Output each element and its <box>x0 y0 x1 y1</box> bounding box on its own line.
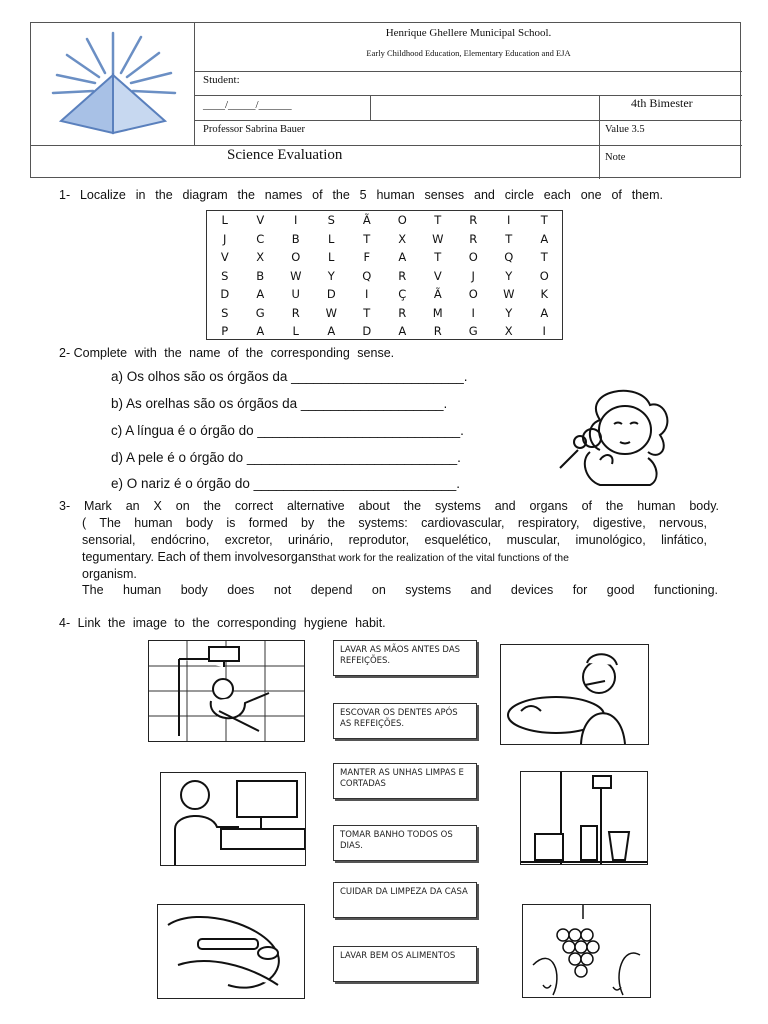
grid-letter[interactable]: T <box>363 231 371 246</box>
question-3-number: 3- <box>59 499 71 513</box>
option-1-line-3 <box>82 549 569 567</box>
grid-letter[interactable]: L <box>221 213 228 228</box>
question-1 <box>59 187 663 204</box>
grid-letter[interactable]: O <box>539 268 549 283</box>
grid-letter[interactable]: J <box>223 231 227 246</box>
grid-letter[interactable]: C <box>256 231 265 246</box>
grid-row <box>207 304 562 323</box>
grid-row <box>207 285 562 304</box>
grid-letter[interactable]: A <box>327 324 336 339</box>
grid-letter[interactable]: S <box>221 268 229 283</box>
grid-letter[interactable]: Q <box>362 268 372 283</box>
grid-letter[interactable]: G <box>468 324 478 339</box>
page-title: Science Evaluation <box>227 147 343 163</box>
grid-letter[interactable]: Y <box>505 305 513 320</box>
question-4 <box>59 615 386 632</box>
school-logo <box>31 23 195 145</box>
grid-letter[interactable]: L <box>328 231 335 246</box>
grid-letter[interactable]: T <box>540 250 548 265</box>
grid-letter[interactable]: Q <box>504 250 514 265</box>
grid-letter[interactable]: P <box>221 324 229 339</box>
grid-letter[interactable]: T <box>363 305 371 320</box>
school-name: Henrique Ghellere Municipal School. <box>385 27 552 39</box>
option-1-line-3a: tegumentary. Each of them involvesorgans <box>82 550 319 564</box>
student-label: Student: <box>203 74 240 86</box>
handwashing-picture[interactable] <box>160 772 306 866</box>
grid-letter[interactable]: W <box>325 305 337 320</box>
child-showering-icon <box>149 641 304 741</box>
grid-letter[interactable]: O <box>468 250 478 265</box>
question-2-text: Complete with the name of the corresponding sense. <box>73 346 395 360</box>
question-4-number: 4- <box>59 616 71 630</box>
grid-letter[interactable]: T <box>505 231 513 246</box>
grid-letter[interactable]: Y <box>505 268 513 283</box>
grid-letter[interactable]: T <box>434 250 442 265</box>
grid-letter[interactable]: R <box>433 324 442 339</box>
grid-letter[interactable]: I <box>294 213 298 228</box>
grid-letter[interactable]: A <box>256 324 265 339</box>
habit-wash-food[interactable]: LAVAR BEM OS ALIMENTOS <box>333 946 477 982</box>
grid-letter[interactable]: R <box>291 305 300 320</box>
grid-row <box>207 322 562 341</box>
pyramid-logo-icon <box>31 23 195 145</box>
grid-letter[interactable]: B <box>291 231 300 246</box>
habit-cut-nails[interactable]: MANTER AS UNHAS LIMPAS E CORTADAS <box>333 763 477 799</box>
grid-letter[interactable]: D <box>326 287 336 302</box>
grid-letter[interactable]: L <box>328 250 335 265</box>
sense-item-c[interactable]: c) A língua é o órgão do ___________________________. <box>111 423 464 438</box>
word-search-grid[interactable] <box>206 210 563 340</box>
habit-wash-hands[interactable]: LAVAR AS MÃOS ANTES DAS REFEIÇÕES. <box>333 640 477 676</box>
question-1-text: Localize in the diagram the names of the 5 human senses and circle each one of them. <box>79 188 663 202</box>
grid-letter[interactable]: X <box>398 231 407 246</box>
grid-letter[interactable]: F <box>363 250 371 265</box>
question-4-text: Link the image to the corresponding hygiene habit. <box>77 616 386 630</box>
grid-letter[interactable]: O <box>291 250 301 265</box>
grid-row <box>207 230 562 249</box>
grid-letter[interactable]: T <box>540 213 548 228</box>
grid-letter[interactable]: U <box>291 287 300 302</box>
nail-clipping-picture[interactable] <box>157 904 305 999</box>
grid-letter[interactable]: B <box>256 268 265 283</box>
note-label: Note <box>605 152 626 163</box>
question-3-text: Mark an X on the correct alternative about the systems and organs of the human body. <box>84 499 719 513</box>
cleaning-supplies-icon <box>521 772 647 864</box>
grid-letter[interactable]: V <box>433 268 442 283</box>
question-2 <box>59 345 459 362</box>
option-1-line-1[interactable]: ( The human body is formed by the systems: cardiovascular, respiratory, digestive, nervous, <box>82 516 707 530</box>
grid-letter[interactable]: A <box>256 287 265 302</box>
bimester-label: 4th Bimester <box>631 96 693 110</box>
habit-daily-bath[interactable]: TOMAR BANHO TODOS OS DIAS. <box>333 825 477 861</box>
option-1-line-2: sensorial, endócrino, excretor, urinário, reprodutor, esquelético, muscular, imunológico, linfático, <box>82 533 707 547</box>
school-subtitle: Early Childhood Education, Elementary Education and EJA <box>366 48 571 58</box>
grid-letter[interactable]: Ç <box>398 287 407 302</box>
grid-letter[interactable]: R <box>469 213 478 228</box>
grid-letter[interactable]: W <box>290 268 302 283</box>
question-1-number: 1- <box>59 188 71 202</box>
grid-letter[interactable]: R <box>398 268 407 283</box>
grid-letter[interactable]: O <box>397 213 407 228</box>
food-washing-picture[interactable] <box>522 904 651 998</box>
grid-letter[interactable]: A <box>398 324 407 339</box>
grid-letter[interactable]: M <box>432 305 443 320</box>
child-brushing-teeth-icon <box>501 645 648 744</box>
grid-letter[interactable]: Ã <box>362 213 371 228</box>
shower-picture[interactable] <box>148 640 305 742</box>
grid-letter[interactable]: O <box>468 287 478 302</box>
grid-letter[interactable]: Ã <box>433 287 442 302</box>
nail-clipper-icon <box>158 905 304 998</box>
question-2-number: 2- <box>59 346 71 360</box>
grid-letter[interactable]: D <box>220 287 230 302</box>
grid-letter[interactable]: W <box>432 231 444 246</box>
date-field[interactable]: ____/_____/______ <box>203 99 292 111</box>
grid-row <box>207 211 562 230</box>
grid-row <box>207 267 562 286</box>
grid-letter[interactable]: X <box>256 250 265 265</box>
sense-item-b[interactable]: b) As orelhas são os órgãos da ___________________. <box>111 396 448 411</box>
question-3 <box>59 498 719 515</box>
sense-item-d[interactable]: d) A pele é o órgão do ____________________________. <box>111 450 461 465</box>
option-1-line-3b: that work for the realization of the vital functions of the <box>318 552 569 564</box>
sense-item-e[interactable]: e) O nariz é o órgão do ___________________________. <box>111 476 461 491</box>
grid-letter[interactable]: A <box>398 250 407 265</box>
girl-smelling-flower-illustration <box>540 380 690 490</box>
grid-letter[interactable]: A <box>540 305 549 320</box>
option-1-line-4: organism. <box>82 567 137 581</box>
grid-letter[interactable]: V <box>256 213 265 228</box>
grid-letter[interactable]: L <box>292 324 299 339</box>
grid-letter[interactable]: R <box>469 231 478 246</box>
grid-letter[interactable]: V <box>220 250 229 265</box>
grid-letter[interactable]: X <box>504 324 513 339</box>
grid-letter[interactable]: W <box>503 287 515 302</box>
grid-letter[interactable]: I <box>542 324 546 339</box>
grid-letter[interactable]: I <box>507 213 511 228</box>
grid-row <box>207 248 562 267</box>
grid-letter[interactable]: I <box>365 287 369 302</box>
value-label: Value 3.5 <box>605 124 645 135</box>
grid-letter[interactable]: I <box>471 305 475 320</box>
grid-letter[interactable]: Y <box>327 268 335 283</box>
grid-letter[interactable]: D <box>362 324 372 339</box>
habit-brush-teeth[interactable]: ESCOVAR OS DENTES APÓS AS REFEIÇÕES. <box>333 703 477 739</box>
sense-item-a[interactable]: a) Os olhos são os órgãos da _______________________. <box>111 369 468 384</box>
professor-name: Professor Sabrina Bauer <box>203 124 306 135</box>
grid-letter[interactable]: J <box>471 268 475 283</box>
grid-letter[interactable]: A <box>540 231 549 246</box>
header-table <box>30 22 741 178</box>
grid-letter[interactable]: G <box>255 305 265 320</box>
toothbrushing-picture[interactable] <box>500 644 649 745</box>
option-2[interactable]: The human body does not depend on systems and devices for good functioning. <box>82 583 718 597</box>
house-cleaning-picture[interactable] <box>520 771 648 865</box>
habit-clean-house[interactable]: CUIDAR DA LIMPEZA DA CASA <box>333 882 477 918</box>
washing-grapes-icon <box>523 905 650 997</box>
grid-letter[interactable]: S <box>327 213 335 228</box>
grid-letter[interactable]: S <box>221 305 229 320</box>
grid-letter[interactable]: T <box>434 213 442 228</box>
grid-letter[interactable]: K <box>540 287 549 302</box>
grid-letter[interactable]: R <box>398 305 407 320</box>
child-washing-hands-icon <box>161 773 305 865</box>
